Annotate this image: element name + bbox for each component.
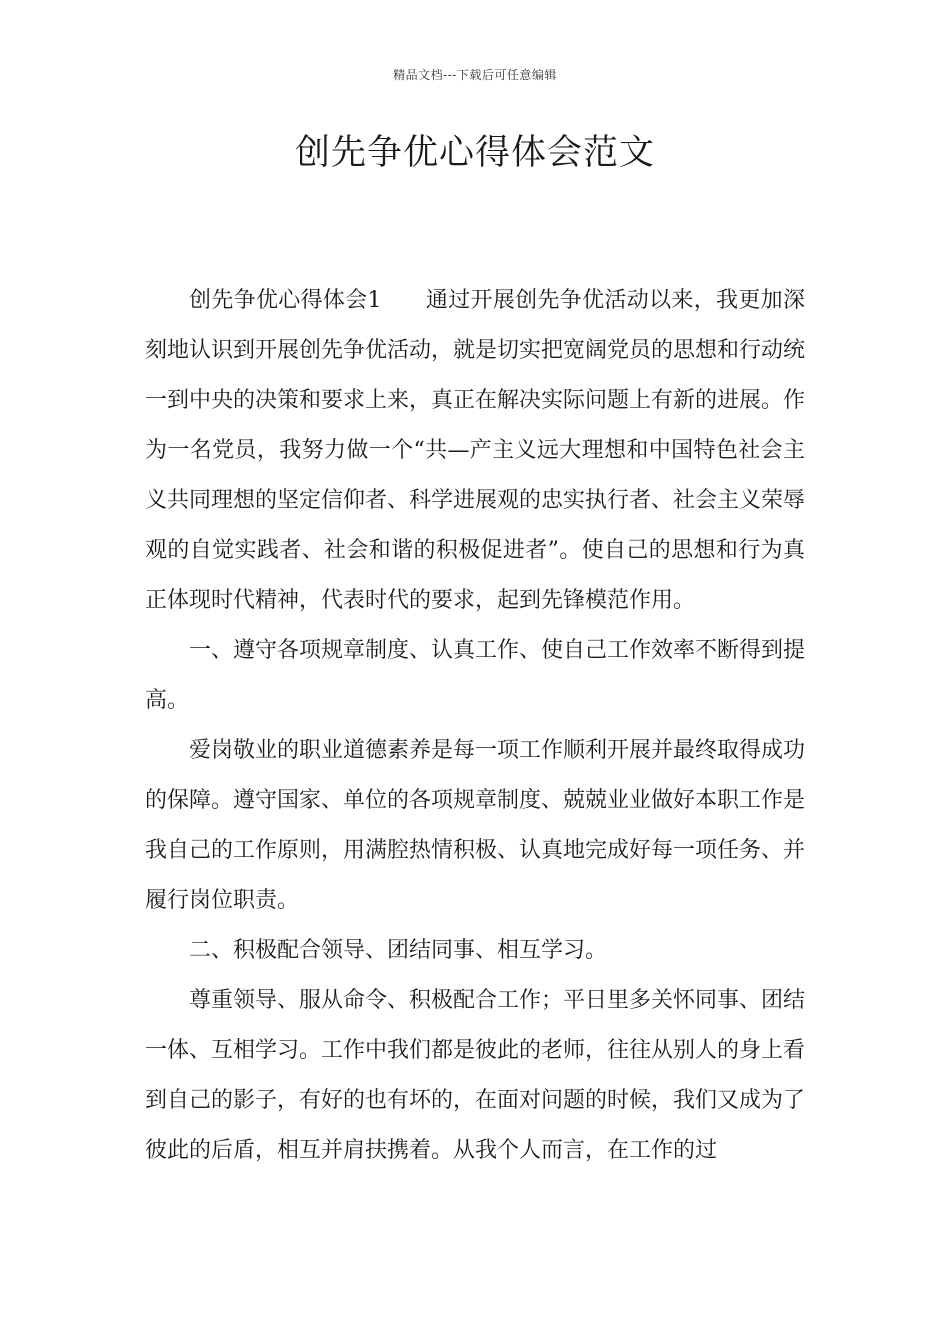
paragraph-lead: 创先争优心得体会1 (189, 288, 382, 313)
document-title: 创先争优心得体会范文 (294, 133, 655, 173)
paragraph-text: 通过开展创先争优活动以来，我更加深刻地认识到开展创先争优活动，就是切实把宽阔党员的思想和行动统一到中央的决策和要求上来，真正在解决实际问题上有新的进展。作为一名党员，我努力做一个“共—产主义远大理想和中国特色社会主义共同理想的坚定信仰者、科学进展观的忠实执行者、社会主义荣辱观的自觉实践者、社会和谐的积极促进者”。使自己的思想和行为真正体现时代精神，代表时代的要求，起到先锋模范作用。 (145, 288, 806, 613)
section-heading-2: 二、积极配合领导、团结同事、相互学习。 (189, 938, 608, 963)
paragraph-intro (145, 276, 805, 626)
header-note: 精品文档---下载后可任意编辑 (393, 68, 557, 82)
paragraph: 尊重领导、服从命令、积极配合工作；平日里多关怀同事、团结一体、互相学习。工作中我们都是彼此的老师，往往从别人的身上看到自己的影子，有好的也有坏的，在面对问题的时候，我们又成为了彼此的后盾，相互并肩扶携着。从我个人而言，在工作的过 (145, 988, 806, 1163)
paragraph: 爱岗敬业的职业道德素养是每一项工作顺利开展并最终取得成功的保障。遵守国家、单位的各项规章制度、兢兢业业做好本职工作是我自己的工作原则，用满腔热情积极、认真地完成好每一项任务、并履行岗位职责。 (145, 738, 806, 913)
document-body (145, 276, 805, 1176)
section-heading-1: 一、遵守各项规章制度、认真工作、使自己工作效率不断得到提高。 (145, 638, 806, 713)
